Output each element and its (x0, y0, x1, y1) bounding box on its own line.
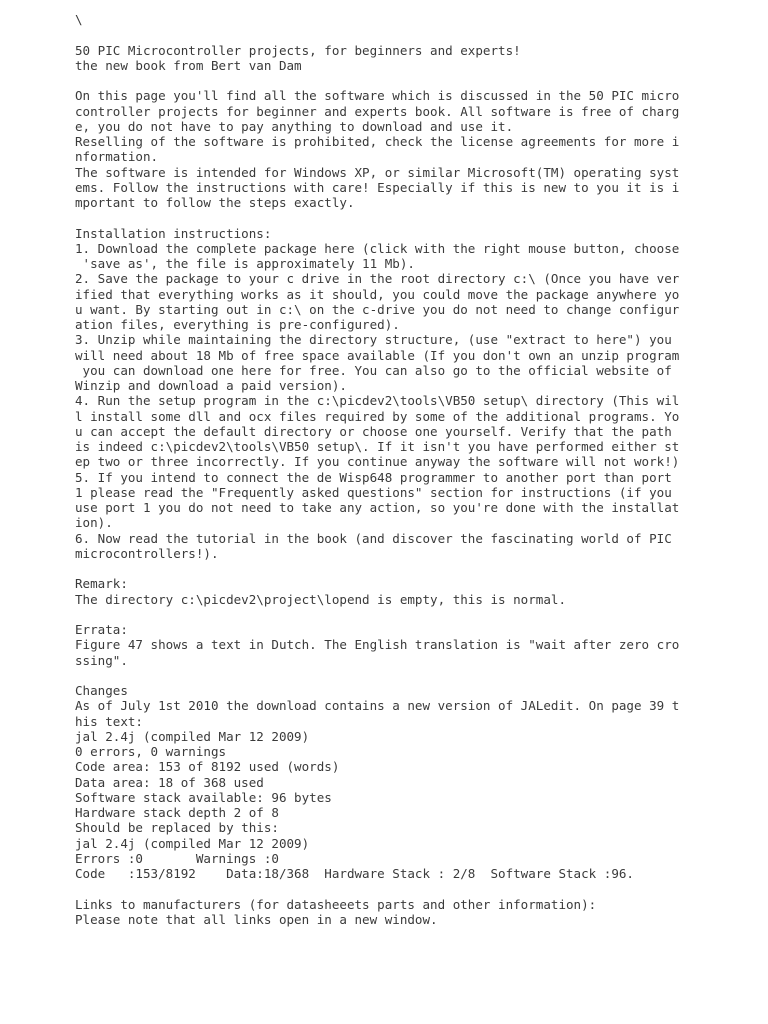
text-line (75, 27, 755, 42)
text-line: Links to manufacturers (for datasheeets parts and other information): (75, 896, 597, 912)
text-line: 2. Save the package to your c drive in the root directory c:\ (Once you have ver (75, 271, 680, 287)
text-line: Please note that all links open in a new window. (75, 911, 438, 927)
text-line: The software is intended for Windows XP, or similar Microsoft(TM) operating syst (75, 164, 680, 180)
text-line (75, 668, 755, 683)
text-line: Winzip and download a paid version). (75, 378, 347, 393)
text-line: Reselling of the software is prohibited, check the license agreements for more i (75, 134, 680, 149)
text-line: Errata: (75, 622, 128, 637)
text-line: Changes (75, 683, 128, 698)
text-line: e, you do not have to pay anything to download and use it. (75, 118, 514, 134)
text-line: 1. Download the complete package here (click with the right mouse button, choose (75, 240, 680, 256)
text-line: nformation. (75, 149, 159, 165)
text-line: his text: (75, 713, 143, 729)
text-line: microcontrollers!). (75, 545, 219, 561)
text-line: is indeed c:\picdev2\tools\VB50 setup\. If it isn't you have performed either st (75, 439, 680, 454)
text-line: Figure 47 shows a text in Dutch. The English translation is "wait after zero cro (75, 637, 680, 653)
text-line: ation files, everything is pre-configured). (75, 317, 400, 332)
text-line: ssing". (75, 652, 128, 668)
document-text (75, 12, 755, 927)
text-line: 50 PIC Microcontroller projects, for beginners and experts! (75, 42, 521, 58)
text-line: 1 please read the "Frequently asked questions" section for instructions (if you (75, 484, 672, 500)
text-line: Code :153/8192 Data:18/368 Hardware Stack : 2/8 Software Stack :96. (75, 866, 634, 881)
text-line: l install some dll and ocx files required by some of the additional programs. Yo (75, 408, 680, 424)
text-line: \ (75, 12, 83, 27)
text-line: As of July 1st 2010 the download contains a new version of JALedit. On page 39 t (75, 698, 680, 714)
text-line: jal 2.4j (compiled Mar 12 2009) (75, 835, 310, 851)
text-line: the new book from Bert van Dam (75, 57, 302, 73)
text-line: controller projects for beginner and experts book. All software is free of charg (75, 103, 680, 119)
text-line: Code area: 153 of 8192 used (words) (75, 759, 340, 775)
text-line: 6. Now read the tutorial in the book (and discover the fascinating world of PIC (75, 530, 672, 546)
text-line: will need about 18 Mb of free space available (If you don't own an unzip program (75, 347, 680, 363)
text-line: u can accept the default directory or choose one yourself. Verify that the path (75, 423, 672, 439)
text-line: 0 errors, 0 warnings (75, 744, 227, 759)
text-line: 3. Unzip while maintaining the directory structure, (use "extract to here") you (75, 332, 672, 348)
text-line: you can download one here for free. You can also go to the official website of (75, 362, 672, 378)
text-line: mportant to follow the steps exactly. (75, 195, 355, 210)
text-line: 5. If you intend to connect the de Wisp648 programmer to another port than port (75, 469, 672, 485)
text-line (75, 881, 755, 896)
text-line: On this page you'll find all the software which is discussed in the 50 PIC micro (75, 88, 680, 104)
text-line: Hardware stack depth 2 of 8 (75, 805, 279, 820)
text-line: Data area: 18 of 368 used (75, 774, 264, 790)
text-line: ified that everything works as it should, you could move the package anywhere yo (75, 286, 680, 302)
text-line: ep two or three incorrectly. If you continue anyway the software will not work!) (75, 454, 680, 470)
text-line: ems. Follow the instructions with care! Especially if this is new to you it is i (75, 179, 680, 195)
text-line: Installation instructions: (75, 225, 272, 241)
text-line: ion). (75, 515, 113, 531)
text-line (75, 210, 755, 225)
text-line (75, 561, 755, 576)
text-line: use port 1 you do not need to take any action, so you're done with the installat (75, 500, 680, 515)
text-line: The directory c:\picdev2\project\lopend is empty, this is normal. (75, 591, 567, 607)
text-line (75, 73, 755, 88)
text-line: Errors :0 Warnings :0 (75, 850, 279, 866)
text-line: Remark: (75, 576, 128, 592)
text-line: Should be replaced by this: (75, 820, 279, 836)
text-line: Software stack available: 96 bytes (75, 789, 332, 805)
text-line: 4. Run the setup program in the c:\picdev2\tools\VB50 setup\ directory (This wil (75, 393, 680, 409)
text-line: 'save as', the file is approximately 11 Mb). (75, 256, 415, 271)
text-line (75, 607, 755, 622)
text-line: jal 2.4j (compiled Mar 12 2009) (75, 728, 310, 744)
text-line: u want. By starting out in c:\ on the c-drive you do not need to change configur (75, 301, 680, 317)
